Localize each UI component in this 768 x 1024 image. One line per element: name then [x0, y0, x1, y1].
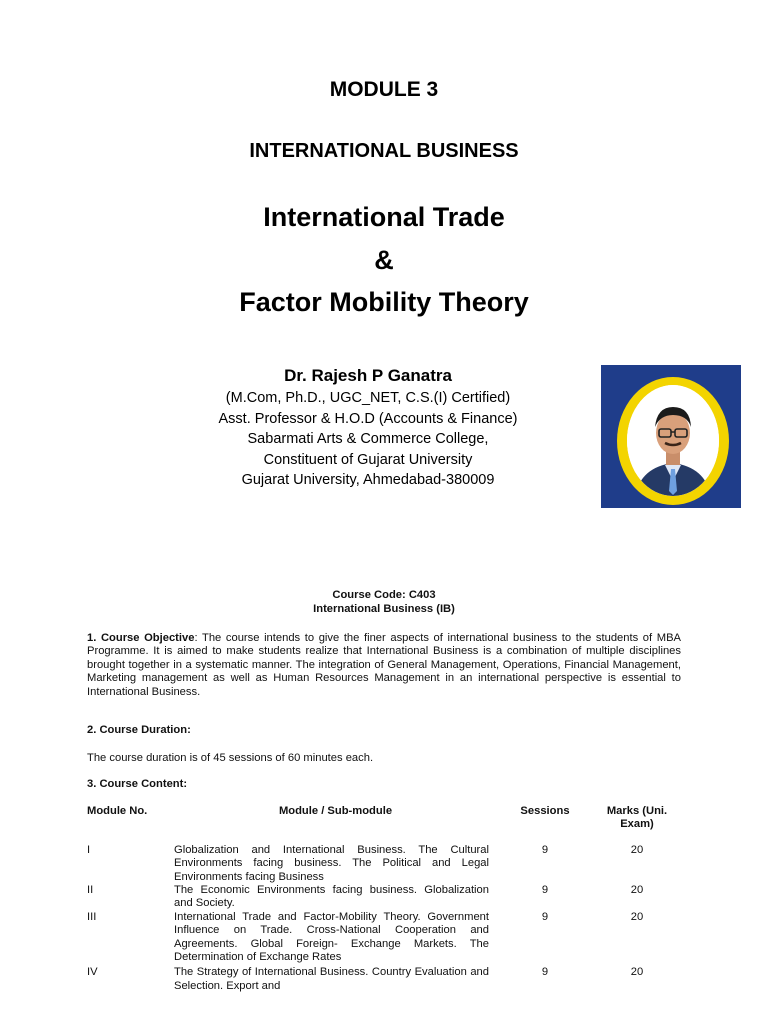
author-position: Asst. Professor & H.O.D (Accounts & Finance)	[218, 410, 518, 427]
course-name: International Business (IB)	[313, 603, 455, 615]
portrait-image	[627, 385, 719, 496]
objective-heading: 1. Course Objective	[87, 632, 195, 644]
row-marks: 20	[630, 966, 644, 979]
header-module: Module / Sub-module	[278, 805, 393, 817]
table-row	[87, 911, 681, 965]
table-header-row	[87, 805, 681, 832]
module-heading: MODULE 3	[329, 78, 439, 101]
row-marks: 20	[630, 884, 644, 897]
row-module-no: I	[87, 843, 91, 856]
title-line-2: &	[374, 245, 394, 275]
author-constituent: Constituent of Gujarat University	[263, 451, 473, 468]
row-marks: 20	[630, 910, 644, 923]
row-module-text: The Strategy of International Business. Country Evaluation and Selection. Export and	[174, 966, 489, 992]
subject-heading: INTERNATIONAL BUSINESS	[249, 140, 519, 162]
author-credentials: (M.Com, Ph.D., UGC_NET, C.S.(I) Certified)	[225, 390, 511, 406]
table-row	[87, 964, 681, 993]
row-marks: 20	[630, 843, 644, 856]
row-sessions: 9	[541, 966, 549, 979]
title-line-1: International Trade	[263, 202, 505, 232]
module-table	[87, 805, 681, 993]
course-objective	[87, 632, 681, 699]
duration-heading: 2. Course Duration:	[87, 724, 191, 736]
row-module-no: III	[87, 910, 97, 923]
content-heading: 3. Course Content:	[87, 778, 188, 790]
row-sessions: 9	[541, 843, 549, 856]
header-module-no: Module No.	[87, 805, 148, 817]
course-code: Course Code: C403	[332, 589, 436, 601]
author-university: Gujarat University, Ahmedabad-380009	[241, 472, 495, 488]
title-line-3: Factor Mobility Theory	[239, 287, 529, 317]
header-marks: Marks (Uni. Exam)	[606, 805, 668, 831]
row-module-text: Globalization and International Business. The Cultural Environments facing business. The Political and Legal Environments facing Business	[174, 843, 489, 883]
author-name: Dr. Rajesh P Ganatra	[284, 366, 452, 385]
table-row	[87, 884, 681, 911]
duration-text: The course duration is of 45 sessions of 60 minutes each.	[87, 752, 374, 764]
row-module-no: II	[87, 884, 94, 897]
row-module-no: IV	[87, 966, 98, 979]
header-sessions: Sessions	[520, 805, 570, 817]
author-college: Sabarmati Arts & Commerce College,	[247, 431, 489, 447]
author-photo	[601, 365, 741, 508]
row-sessions: 9	[541, 884, 549, 897]
course-document	[87, 588, 681, 992]
row-module-text: International Trade and Factor-Mobility Theory. Government Influence on Trade. Cross-National Cooperation and Agreements. Global Foreign- Exchange Markets. The Determination of Exchange Rates	[174, 910, 489, 964]
table-row	[87, 844, 681, 884]
row-module-text: The Economic Environments facing business. Globalization and Society.	[174, 884, 489, 910]
author-block	[160, 364, 576, 491]
objective-text: : The course intends to give the finer aspects of international business to the students of MBA Programme. It is aimed to make students realize that International Business is a combination of multiple disciplines brought together in a systematic manner. The integration of General Management, Operations, Financial Management, Marketing management as well as Human Resources Management in an international perspective is essential to International Business.	[87, 632, 681, 698]
row-sessions: 9	[541, 910, 549, 923]
